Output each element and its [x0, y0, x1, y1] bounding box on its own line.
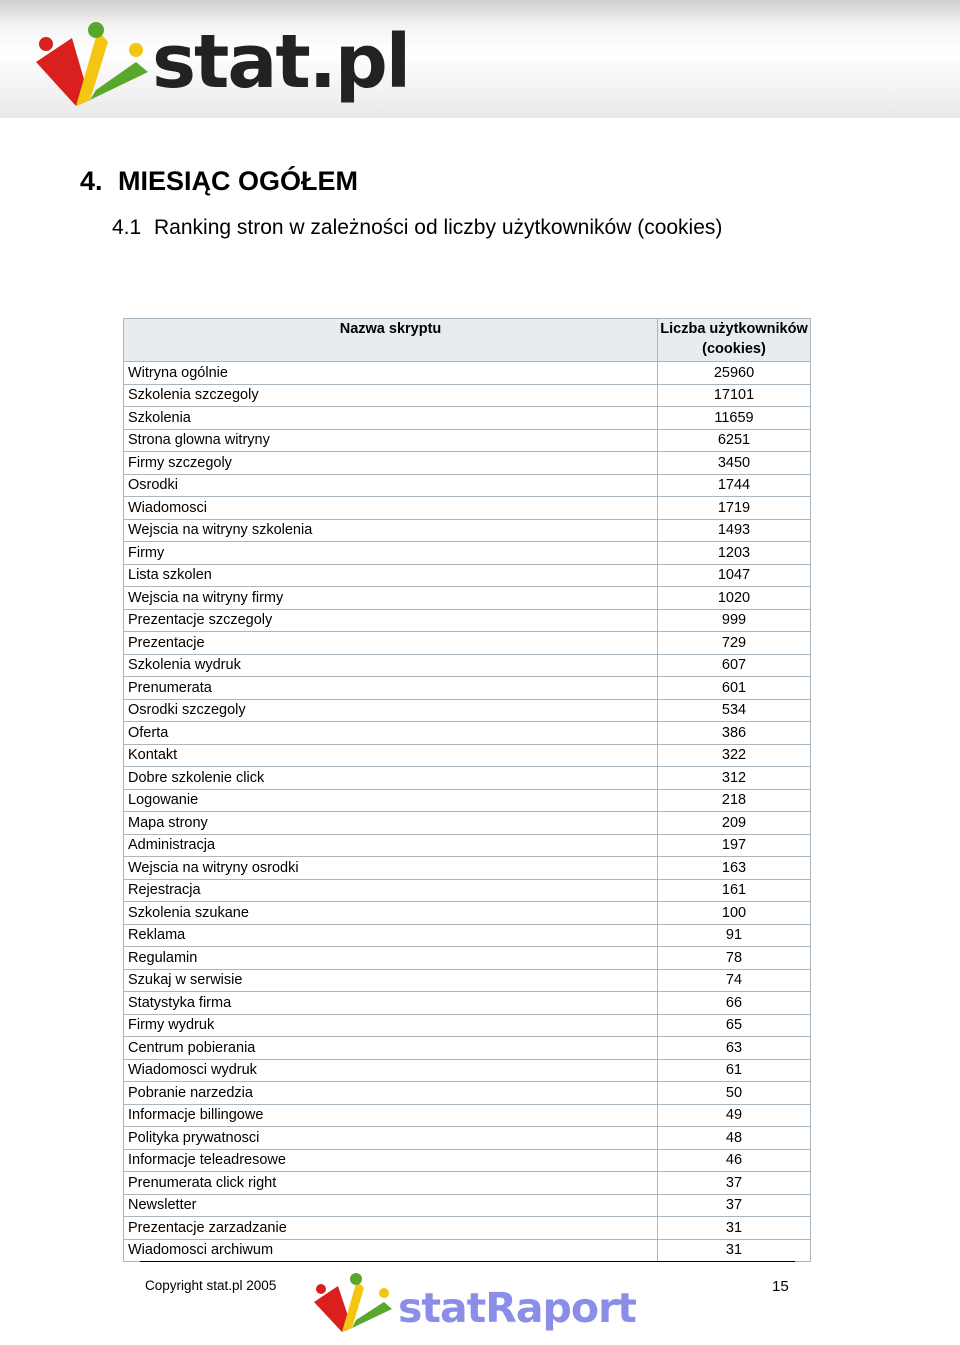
script-name-cell: Reklama [124, 924, 658, 947]
page-header [0, 0, 960, 118]
script-name-cell: Prezentacje szczegoly [124, 609, 658, 632]
script-name-cell: Szkolenia szczegoly [124, 384, 658, 407]
script-name-cell: Strona glowna witryny [124, 429, 658, 452]
user-count-cell: 65 [658, 1014, 811, 1037]
user-count-cell: 17101 [658, 384, 811, 407]
column-header-user-count: Liczba użytkowników (cookies) [658, 319, 811, 362]
table-row [124, 564, 811, 587]
footer-divider [140, 1261, 795, 1262]
table-row [124, 632, 811, 655]
script-name-cell: Administracja [124, 834, 658, 857]
table-row [124, 789, 811, 812]
table-row [124, 879, 811, 902]
stat-logo-icon [32, 20, 152, 116]
table-row [124, 362, 811, 385]
table-row [124, 497, 811, 520]
table-row [124, 587, 811, 610]
script-name-cell: Polityka prywatnosci [124, 1127, 658, 1150]
table-row [124, 452, 811, 475]
script-name-cell: Statystyka firma [124, 992, 658, 1015]
script-name-cell: Firmy wydruk [124, 1014, 658, 1037]
script-name-cell: Kontakt [124, 744, 658, 767]
section-heading [80, 166, 358, 197]
table-row [124, 767, 811, 790]
user-count-cell: 91 [658, 924, 811, 947]
table-row [124, 1239, 811, 1262]
user-count-cell: 31 [658, 1239, 811, 1262]
user-count-cell: 48 [658, 1127, 811, 1150]
table-row [124, 429, 811, 452]
user-count-cell: 607 [658, 654, 811, 677]
user-count-cell: 1203 [658, 542, 811, 565]
user-count-cell: 61 [658, 1059, 811, 1082]
table-row [124, 542, 811, 565]
script-name-cell: Oferta [124, 722, 658, 745]
script-name-cell: Prenumerata [124, 677, 658, 700]
script-name-cell: Lista szkolen [124, 564, 658, 587]
table-row [124, 1194, 811, 1217]
user-count-cell: 161 [658, 879, 811, 902]
script-name-cell: Prezentacje zarzadzanie [124, 1217, 658, 1240]
user-count-cell: 1047 [658, 564, 811, 587]
table-row [124, 1082, 811, 1105]
script-name-cell: Rejestracja [124, 879, 658, 902]
script-name-cell: Prenumerata click right [124, 1172, 658, 1195]
statraport-logo-text: statRaport [398, 1284, 636, 1332]
script-name-cell: Wiadomosci archiwum [124, 1239, 658, 1262]
table-row [124, 474, 811, 497]
user-count-cell: 37 [658, 1194, 811, 1217]
table-row [124, 1037, 811, 1060]
user-count-cell: 74 [658, 969, 811, 992]
table-header-row [124, 319, 811, 362]
table-row [124, 699, 811, 722]
table-row [124, 677, 811, 700]
table-row [124, 722, 811, 745]
user-count-cell: 601 [658, 677, 811, 700]
user-count-cell: 63 [658, 1037, 811, 1060]
user-count-cell: 999 [658, 609, 811, 632]
table-row [124, 384, 811, 407]
table-row [124, 1104, 811, 1127]
user-count-cell: 6251 [658, 429, 811, 452]
user-count-cell: 66 [658, 992, 811, 1015]
script-name-cell: Szkolenia wydruk [124, 654, 658, 677]
table-row [124, 902, 811, 925]
script-name-cell: Witryna ogólnie [124, 362, 658, 385]
user-count-cell: 534 [658, 699, 811, 722]
script-name-cell: Pobranie narzedzia [124, 1082, 658, 1105]
table-row [124, 1059, 811, 1082]
script-name-cell: Prezentacje [124, 632, 658, 655]
script-name-cell: Centrum pobierania [124, 1037, 658, 1060]
table-row [124, 407, 811, 430]
subsection-heading [112, 216, 722, 240]
script-name-cell: Newsletter [124, 1194, 658, 1217]
script-name-cell: Wejscia na witryny szkolenia [124, 519, 658, 542]
stat-logo-text: stat.pl [152, 19, 410, 105]
user-count-cell: 50 [658, 1082, 811, 1105]
user-count-cell: 729 [658, 632, 811, 655]
user-count-cell: 163 [658, 857, 811, 880]
table-row [124, 654, 811, 677]
script-name-cell: Osrodki szczegoly [124, 699, 658, 722]
script-name-cell: Informacje teleadresowe [124, 1149, 658, 1172]
user-count-cell: 100 [658, 902, 811, 925]
script-name-cell: Firmy szczegoly [124, 452, 658, 475]
script-name-cell: Mapa strony [124, 812, 658, 835]
user-count-cell: 78 [658, 947, 811, 970]
table-body [124, 362, 811, 1262]
user-count-cell: 209 [658, 812, 811, 835]
user-count-cell: 37 [658, 1172, 811, 1195]
user-count-cell: 49 [658, 1104, 811, 1127]
table-row [124, 812, 811, 835]
section-number: 4. [80, 166, 103, 196]
statraport-logo-icon [312, 1272, 396, 1338]
table-row [124, 1014, 811, 1037]
section-title: MIESIĄC OGÓŁEM [118, 166, 359, 196]
user-count-cell: 386 [658, 722, 811, 745]
table-row [124, 1127, 811, 1150]
script-name-cell: Wejscia na witryny firmy [124, 587, 658, 610]
script-name-cell: Regulamin [124, 947, 658, 970]
table-row [124, 519, 811, 542]
script-name-cell: Logowanie [124, 789, 658, 812]
script-name-cell: Szukaj w serwisie [124, 969, 658, 992]
script-name-cell: Firmy [124, 542, 658, 565]
copyright-text: Copyright stat.pl 2005 [145, 1278, 277, 1293]
user-count-cell: 3450 [658, 452, 811, 475]
user-count-cell: 1493 [658, 519, 811, 542]
subsection-number: 4.1 [112, 216, 142, 239]
table-row [124, 947, 811, 970]
table-row [124, 992, 811, 1015]
table-row [124, 834, 811, 857]
script-name-cell: Szkolenia szukane [124, 902, 658, 925]
script-name-cell: Wiadomosci [124, 497, 658, 520]
subsection-title: Ranking stron w zależności od liczby użytkowników (cookies) [154, 216, 723, 239]
user-count-cell: 46 [658, 1149, 811, 1172]
table-row [124, 1149, 811, 1172]
table-row [124, 857, 811, 880]
table-row [124, 969, 811, 992]
user-count-cell: 1719 [658, 497, 811, 520]
script-name-cell: Wiadomosci wydruk [124, 1059, 658, 1082]
script-name-cell: Dobre szkolenie click [124, 767, 658, 790]
table-row [124, 924, 811, 947]
user-count-cell: 31 [658, 1217, 811, 1240]
user-count-cell: 1744 [658, 474, 811, 497]
user-count-cell: 218 [658, 789, 811, 812]
script-name-cell: Wejscia na witryny osrodki [124, 857, 658, 880]
user-count-cell: 197 [658, 834, 811, 857]
table-row [124, 1172, 811, 1195]
table-row [124, 744, 811, 767]
user-count-cell: 312 [658, 767, 811, 790]
ranking-table [123, 318, 811, 1262]
script-name-cell: Szkolenia [124, 407, 658, 430]
page-number: 15 [772, 1278, 789, 1295]
user-count-cell: 25960 [658, 362, 811, 385]
column-header-script-name: Nazwa skryptu [124, 319, 658, 362]
script-name-cell: Osrodki [124, 474, 658, 497]
script-name-cell: Informacje billingowe [124, 1104, 658, 1127]
user-count-cell: 1020 [658, 587, 811, 610]
table-row [124, 1217, 811, 1240]
table-row [124, 609, 811, 632]
user-count-cell: 322 [658, 744, 811, 767]
user-count-cell: 11659 [658, 407, 811, 430]
